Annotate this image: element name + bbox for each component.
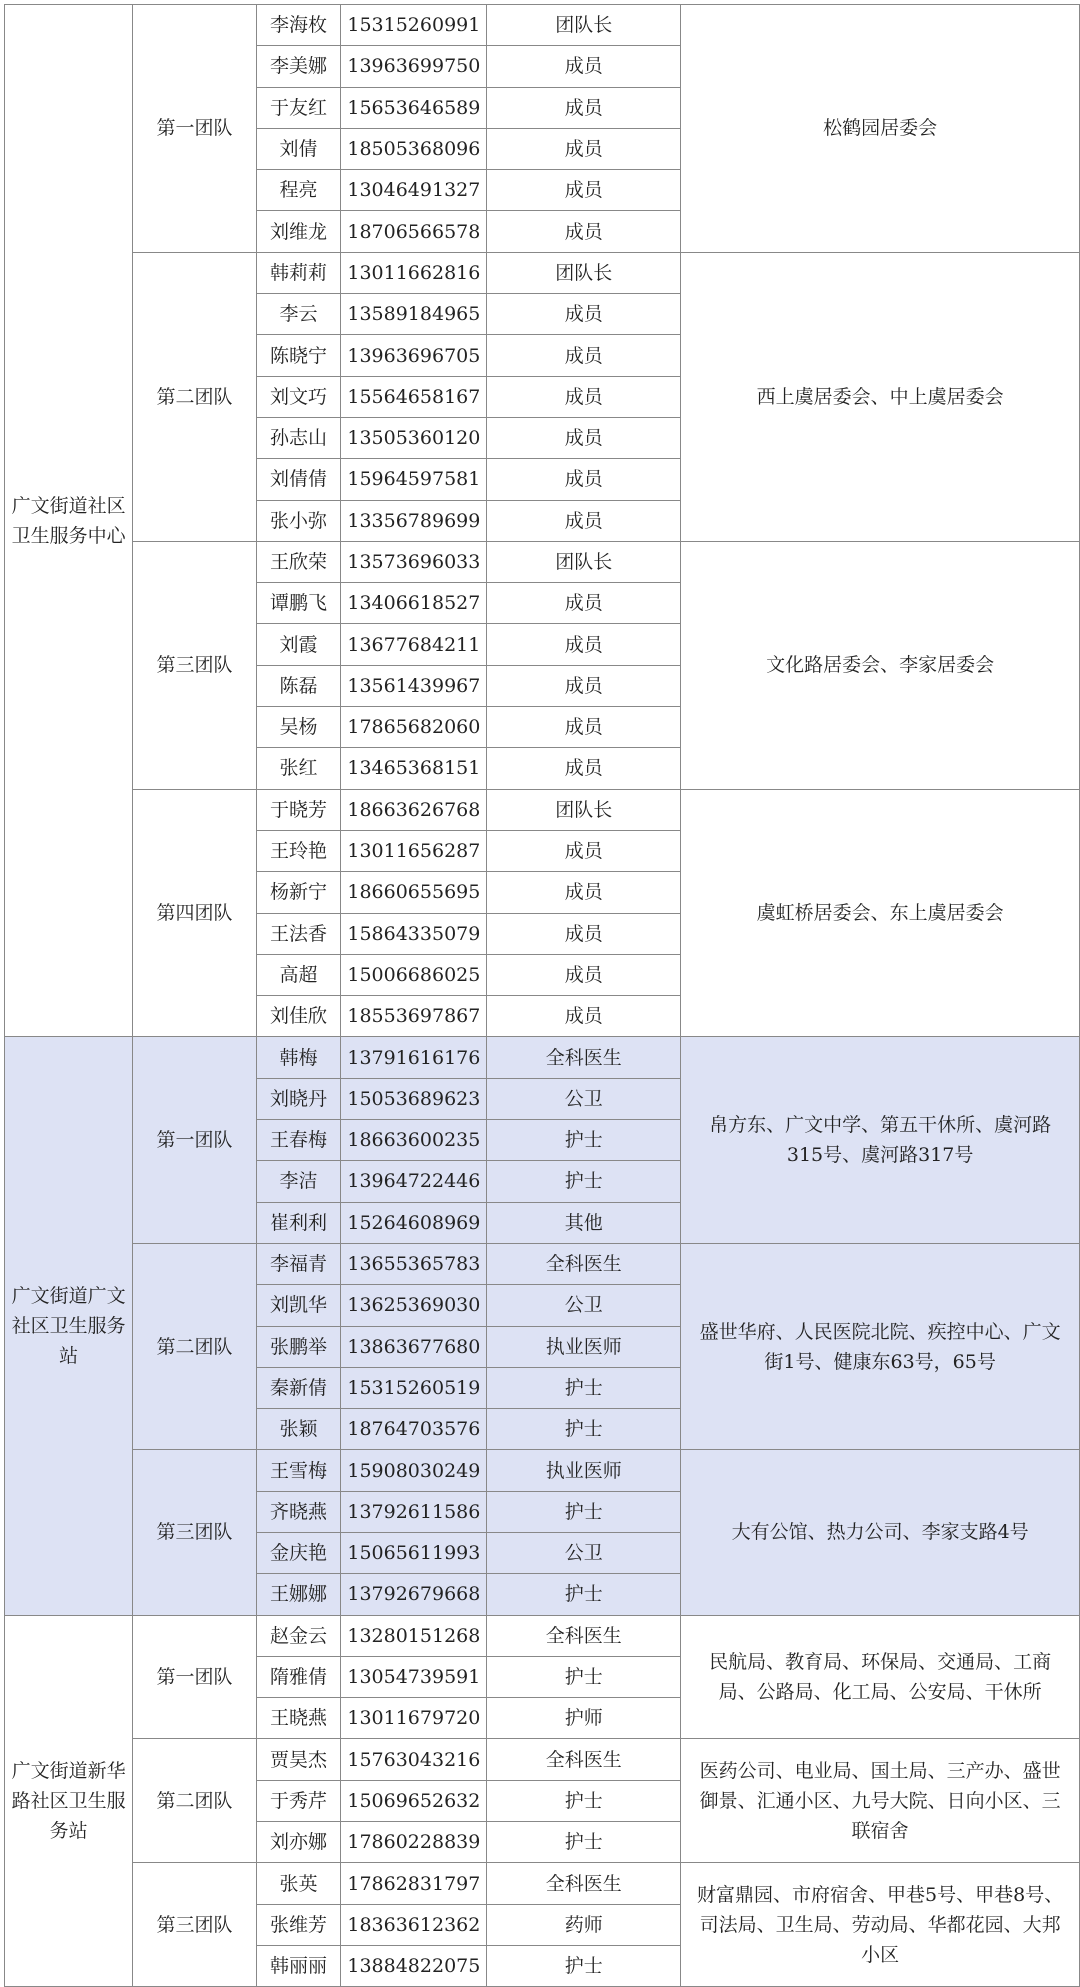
member-phone: 13465368151	[341, 748, 487, 789]
member-phone: 13280151268	[341, 1615, 487, 1656]
member-role: 护士	[487, 1367, 681, 1408]
member-name: 贾昊杰	[256, 1739, 341, 1780]
member-role: 成员	[487, 128, 681, 169]
member-role: 成员	[487, 46, 681, 87]
member-name: 陈磊	[256, 665, 341, 706]
member-phone: 15653646589	[341, 87, 487, 128]
member-role: 成员	[487, 500, 681, 541]
member-phone: 18663626768	[341, 789, 487, 830]
service-area: 大有公馆、热力公司、李家支路4号	[681, 1450, 1080, 1615]
member-phone: 13505360120	[341, 417, 487, 458]
team-name: 第二团队	[133, 1739, 256, 1863]
table-row	[5, 1450, 1080, 1491]
member-name: 李云	[256, 294, 341, 335]
member-phone: 13406618527	[341, 583, 487, 624]
member-role: 成员	[487, 294, 681, 335]
table-row	[5, 1037, 1080, 1078]
member-role: 护士	[487, 1491, 681, 1532]
member-phone: 15264608969	[341, 1202, 487, 1243]
member-role: 药师	[487, 1904, 681, 1945]
team-name: 第四团队	[133, 789, 256, 1037]
member-role: 其他	[487, 1202, 681, 1243]
member-phone: 13963699750	[341, 46, 487, 87]
member-name: 刘凯华	[256, 1285, 341, 1326]
member-role: 全科医生	[487, 1243, 681, 1284]
member-name: 韩梅	[256, 1037, 341, 1078]
member-role: 护士	[487, 1161, 681, 1202]
team-name: 第三团队	[133, 1863, 256, 1987]
member-name: 齐晓燕	[256, 1491, 341, 1532]
member-phone: 15065611993	[341, 1532, 487, 1573]
member-phone: 15564658167	[341, 376, 487, 417]
member-role: 成员	[487, 996, 681, 1037]
member-phone: 18764703576	[341, 1409, 487, 1450]
member-phone: 13011679720	[341, 1698, 487, 1739]
team-name: 第一团队	[133, 1037, 256, 1243]
member-name: 李福青	[256, 1243, 341, 1284]
member-role: 护士	[487, 1780, 681, 1821]
table-row	[5, 789, 1080, 830]
member-role: 成员	[487, 417, 681, 458]
member-name: 崔利利	[256, 1202, 341, 1243]
member-phone: 13625369030	[341, 1285, 487, 1326]
member-phone: 17860228839	[341, 1822, 487, 1863]
member-phone: 13054739591	[341, 1656, 487, 1697]
team-name: 第三团队	[133, 541, 256, 789]
member-name: 隋雅倩	[256, 1656, 341, 1697]
member-phone: 13561439967	[341, 665, 487, 706]
member-name: 王欣荣	[256, 541, 341, 582]
member-phone: 13011656287	[341, 830, 487, 871]
team-name: 第一团队	[133, 1615, 256, 1739]
member-phone: 18706566578	[341, 211, 487, 252]
member-phone: 13046491327	[341, 170, 487, 211]
member-phone: 13677684211	[341, 624, 487, 665]
member-phone: 13011662816	[341, 252, 487, 293]
member-phone: 13655365783	[341, 1243, 487, 1284]
member-phone: 13791616176	[341, 1037, 487, 1078]
service-area: 帛方东、广文中学、第五干休所、虞河路315号、虞河路317号	[681, 1037, 1080, 1243]
member-phone: 17862831797	[341, 1863, 487, 1904]
member-role: 护士	[487, 1120, 681, 1161]
member-phone: 13792611586	[341, 1491, 487, 1532]
member-role: 成员	[487, 707, 681, 748]
table-row	[5, 1615, 1080, 1656]
member-name: 刘晓丹	[256, 1078, 341, 1119]
member-role: 成员	[487, 954, 681, 995]
member-phone: 13863677680	[341, 1326, 487, 1367]
member-role: 护士	[487, 1656, 681, 1697]
member-phone: 15763043216	[341, 1739, 487, 1780]
member-name: 刘霞	[256, 624, 341, 665]
member-name: 赵金云	[256, 1615, 341, 1656]
table-row	[5, 1863, 1080, 1904]
team-roster-table	[4, 4, 1080, 1987]
member-role: 成员	[487, 913, 681, 954]
member-phone: 15069652632	[341, 1780, 487, 1821]
member-role: 护师	[487, 1698, 681, 1739]
member-name: 王法香	[256, 913, 341, 954]
member-role: 全科医生	[487, 1615, 681, 1656]
member-phone: 13573696033	[341, 541, 487, 582]
member-name: 张鹏举	[256, 1326, 341, 1367]
member-phone: 18505368096	[341, 128, 487, 169]
member-phone: 13884822075	[341, 1945, 487, 1986]
member-role: 成员	[487, 748, 681, 789]
member-role: 护士	[487, 1409, 681, 1450]
member-phone: 15964597581	[341, 459, 487, 500]
member-role: 全科医生	[487, 1863, 681, 1904]
member-role: 成员	[487, 459, 681, 500]
member-role: 团队长	[487, 541, 681, 582]
table-row	[5, 252, 1080, 293]
member-name: 刘倩	[256, 128, 341, 169]
service-center-name: 广文街道社区卫生服务中心	[5, 5, 133, 1037]
member-name: 李美娜	[256, 46, 341, 87]
service-area: 西上虞居委会、中上虞居委会	[681, 252, 1080, 541]
member-role: 执业医师	[487, 1326, 681, 1367]
member-name: 王晓燕	[256, 1698, 341, 1739]
member-name: 吴杨	[256, 707, 341, 748]
member-phone: 15006686025	[341, 954, 487, 995]
member-phone: 13963696705	[341, 335, 487, 376]
member-name: 刘维龙	[256, 211, 341, 252]
member-phone: 18663600235	[341, 1120, 487, 1161]
member-role: 成员	[487, 830, 681, 871]
member-name: 刘文巧	[256, 376, 341, 417]
member-role: 成员	[487, 583, 681, 624]
member-role: 公卫	[487, 1532, 681, 1573]
member-name: 于秀芹	[256, 1780, 341, 1821]
member-phone: 13589184965	[341, 294, 487, 335]
member-role: 成员	[487, 170, 681, 211]
table-row	[5, 5, 1080, 46]
member-name: 李海枚	[256, 5, 341, 46]
member-role: 护士	[487, 1945, 681, 1986]
member-phone: 18363612362	[341, 1904, 487, 1945]
member-role: 公卫	[487, 1078, 681, 1119]
member-name: 程亮	[256, 170, 341, 211]
table-row	[5, 1243, 1080, 1284]
member-role: 全科医生	[487, 1739, 681, 1780]
member-name: 谭鹏飞	[256, 583, 341, 624]
member-phone: 15315260519	[341, 1367, 487, 1408]
member-role: 执业医师	[487, 1450, 681, 1491]
member-role: 团队长	[487, 789, 681, 830]
member-name: 刘倩倩	[256, 459, 341, 500]
member-phone: 18553697867	[341, 996, 487, 1037]
member-phone: 15315260991	[341, 5, 487, 46]
service-area: 文化路居委会、李家居委会	[681, 541, 1080, 789]
member-name: 韩丽丽	[256, 1945, 341, 1986]
member-role: 公卫	[487, 1285, 681, 1326]
table-row	[5, 1739, 1080, 1780]
member-role: 成员	[487, 665, 681, 706]
member-phone: 13792679668	[341, 1574, 487, 1615]
service-area: 财富鼎园、市府宿舍、甲巷5号、甲巷8号、司法局、卫生局、劳动局、华都花园、大邦小区	[681, 1863, 1080, 1987]
service-area: 松鹤园居委会	[681, 5, 1080, 253]
table-row	[5, 541, 1080, 582]
service-area: 盛世华府、人民医院北院、疾控中心、广文街1号、健康东63号，65号	[681, 1243, 1080, 1449]
member-name: 秦新倩	[256, 1367, 341, 1408]
member-role: 护士	[487, 1574, 681, 1615]
member-name: 王春梅	[256, 1120, 341, 1161]
member-role: 成员	[487, 376, 681, 417]
member-name: 陈晓宁	[256, 335, 341, 376]
member-role: 成员	[487, 872, 681, 913]
member-phone: 15053689623	[341, 1078, 487, 1119]
service-area: 虞虹桥居委会、东上虞居委会	[681, 789, 1080, 1037]
member-name: 张英	[256, 1863, 341, 1904]
member-role: 团队长	[487, 252, 681, 293]
member-name: 张小弥	[256, 500, 341, 541]
member-name: 于晓芳	[256, 789, 341, 830]
member-role: 全科医生	[487, 1037, 681, 1078]
team-name: 第二团队	[133, 1243, 256, 1449]
member-name: 高超	[256, 954, 341, 995]
service-area: 医药公司、电业局、国土局、三产办、盛世御景、汇通小区、九号大院、日向小区、三联宿舍	[681, 1739, 1080, 1863]
team-roster-table-container	[4, 4, 1080, 1987]
member-name: 杨新宁	[256, 872, 341, 913]
member-name: 李洁	[256, 1161, 341, 1202]
member-name: 于友红	[256, 87, 341, 128]
member-phone: 18660655695	[341, 872, 487, 913]
member-role: 护士	[487, 1822, 681, 1863]
member-name: 金庆艳	[256, 1532, 341, 1573]
member-phone: 15908030249	[341, 1450, 487, 1491]
service-center-name: 广文街道新华路社区卫生服务站	[5, 1615, 133, 1987]
member-name: 王雪梅	[256, 1450, 341, 1491]
team-name: 第三团队	[133, 1450, 256, 1615]
member-phone: 17865682060	[341, 707, 487, 748]
member-phone: 13964722446	[341, 1161, 487, 1202]
service-area: 民航局、教育局、环保局、交通局、工商局、公路局、化工局、公安局、干休所	[681, 1615, 1080, 1739]
member-name: 张颖	[256, 1409, 341, 1450]
member-name: 刘佳欣	[256, 996, 341, 1037]
member-phone: 13356789699	[341, 500, 487, 541]
member-name: 张红	[256, 748, 341, 789]
member-name: 张维芳	[256, 1904, 341, 1945]
member-role: 成员	[487, 335, 681, 376]
team-name: 第一团队	[133, 5, 256, 253]
member-role: 团队长	[487, 5, 681, 46]
member-role: 成员	[487, 624, 681, 665]
member-role: 成员	[487, 211, 681, 252]
service-center-name: 广文街道广文社区卫生服务站	[5, 1037, 133, 1615]
member-name: 韩莉莉	[256, 252, 341, 293]
member-phone: 15864335079	[341, 913, 487, 954]
member-role: 成员	[487, 87, 681, 128]
member-name: 刘亦娜	[256, 1822, 341, 1863]
member-name: 王玲艳	[256, 830, 341, 871]
member-name: 王娜娜	[256, 1574, 341, 1615]
member-name: 孙志山	[256, 417, 341, 458]
team-name: 第二团队	[133, 252, 256, 541]
